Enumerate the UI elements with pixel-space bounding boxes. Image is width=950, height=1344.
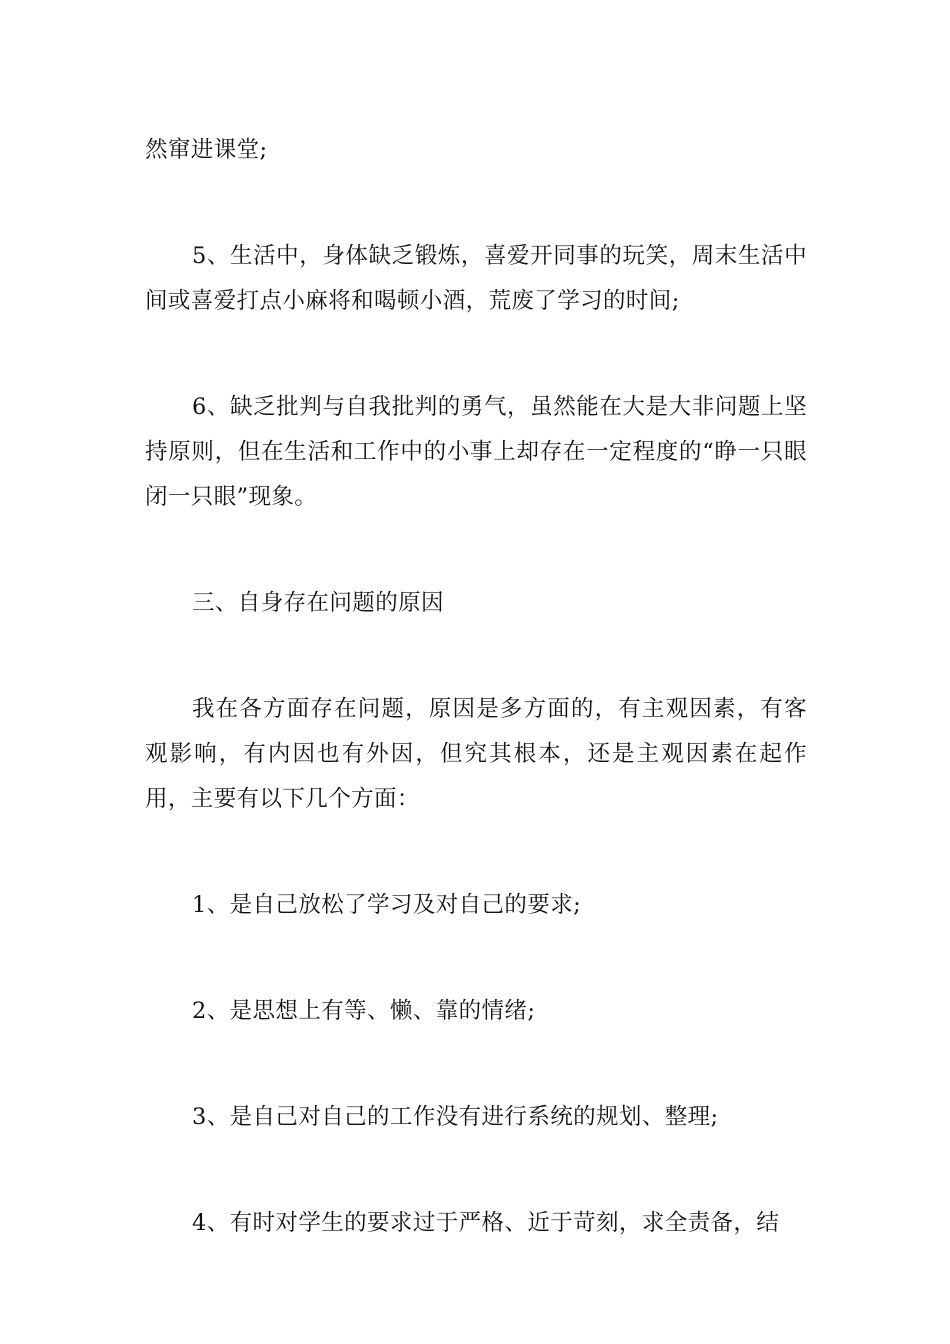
- paragraph-item-6: 6、缺乏批判与自我批判的勇气，虽然能在大是大非问题上坚持原则，但在生活和工作中的小事上却存在一定程度的“睁一只眼闭一只眼”现象。: [145, 394, 807, 510]
- section-heading-causes: 三、自身存在问题的原因: [192, 590, 444, 616]
- paragraph-causes-intro: 我在各方面存在问题，原因是多方面的，有主观因素，有客观影响，有内因也有外因，但究其根本，还是主观因素在起作用，主要有以下几个方面：: [145, 696, 807, 812]
- paragraph-cause-4: 4、有时对学生的要求过于严格、近于苛刻，求全责备，结: [192, 1210, 780, 1236]
- document-body: [145, 128, 807, 1246]
- paragraph-cause-3: 3、是自己对自己的工作没有进行系统的规划、整理;: [192, 1104, 719, 1130]
- paragraph-cause-1: 1、是自己放松了学习及对自己的要求;: [192, 892, 582, 918]
- paragraph-cause-2: 2、是思想上有等、懒、靠的情绪;: [192, 998, 536, 1024]
- paragraph-continuation: 然窜进课堂;: [145, 137, 268, 163]
- paragraph-item-5: 5、生活中，身体缺乏锻炼，喜爱开同事的玩笑，周末生活中间或喜爱打点小麻将和喝顿小酒，荒废了学习的时间;: [145, 243, 807, 314]
